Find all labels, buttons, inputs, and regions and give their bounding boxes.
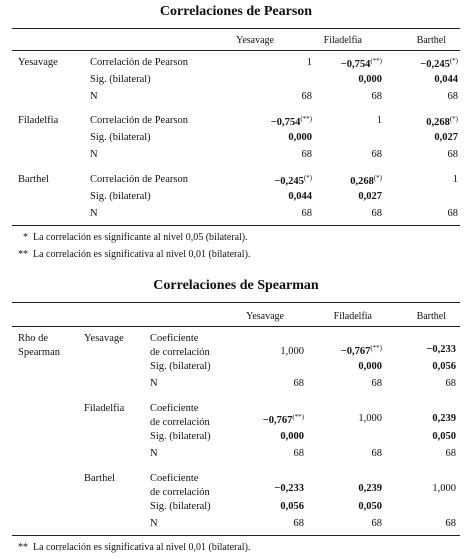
pearson-row-label: Sig. (bilateral) (90, 74, 151, 85)
spearman-cell: 1,000 (432, 483, 456, 494)
spearman-cell: 68 (293, 378, 304, 389)
pearson-row-var-yesavage: Yesavage (18, 57, 58, 68)
pearson-col-header-filadelfia: Filadelfia (323, 35, 362, 46)
pearson-row-label: N (90, 91, 98, 102)
spearman-cell: 68 (293, 448, 304, 459)
spearman-row-var-barthel: Barthel (84, 473, 115, 484)
pearson-row-var-filadelfia: Filadelfia (18, 115, 59, 126)
pearson-cell: 0,027 (434, 132, 458, 143)
spearman-row-label: Coeficiente de correlación (150, 333, 210, 358)
pearson-cell: −0,754(**) (270, 115, 312, 128)
spearman-row-label: N (150, 448, 158, 459)
spearman-cell: 68 (445, 448, 456, 459)
spearman-col-header-barthel: Barthel (416, 311, 446, 322)
pearson-cell: 68 (301, 91, 312, 102)
spearman-title: Correlaciones de Spearman (153, 278, 319, 293)
spearman-cell: 0,056 (280, 501, 304, 512)
spearman-cell: −0,767(**) (340, 344, 382, 357)
spearman-cell: 1,000 (358, 413, 382, 424)
pearson-footnote: * La correlación es significante al nivel 0,05 (bilateral). (23, 232, 248, 243)
pearson-cell: 68 (301, 149, 312, 160)
spearman-cell: −0,767(**) (262, 413, 304, 426)
spearman-cell: 68 (371, 518, 382, 529)
spearman-cell: 0,239 (432, 413, 456, 424)
pearson-cell: 0,268(*) (350, 174, 382, 187)
spearman-footnote: ** La correlación es significativa al nivel 0,01 (bilateral). (18, 542, 251, 553)
spearman-row-label: Sig. (bilateral) (150, 501, 211, 512)
spearman-row-label: Sig. (bilateral) (150, 431, 211, 442)
pearson-cell: 1 (452, 174, 458, 185)
spearman-cell: 68 (445, 378, 456, 389)
spearman-cell: 0,239 (358, 483, 382, 494)
spearman-col-header-yesavage: Yesavage (246, 311, 284, 322)
pearson-cell: 68 (447, 149, 458, 160)
spearman-col-header-filadelfia: Filadelfia (333, 311, 372, 322)
spearman-cell: 68 (371, 448, 382, 459)
pearson-top-rule (12, 28, 460, 29)
spearman-cell: 0,000 (280, 431, 304, 442)
pearson-cell: 0,268(*) (426, 115, 458, 128)
pearson-cell: −0,245(*) (420, 57, 458, 70)
spearman-cell: 68 (445, 518, 456, 529)
pearson-header-rule (12, 50, 460, 51)
spearman-row-var-yesavage: Yesavage (84, 333, 124, 344)
spearman-cell: 1,000 (280, 346, 304, 357)
spearman-cell: 68 (371, 378, 382, 389)
pearson-cell: 0,044 (434, 74, 458, 85)
pearson-cell: −0,245(*) (274, 174, 312, 187)
spearman-cell: −0,233 (426, 344, 456, 355)
spearman-cell: 0,050 (358, 501, 382, 512)
pearson-cell: 0,027 (358, 191, 382, 202)
pearson-row-label: Sig. (bilateral) (90, 191, 151, 202)
spearman-cell: −0,233 (274, 483, 304, 494)
pearson-bottom-rule (12, 225, 460, 226)
pearson-col-header-barthel: Barthel (416, 35, 446, 46)
pearson-cell: −0,754(**) (340, 57, 382, 70)
spearman-row-label: Sig. (bilateral) (150, 361, 211, 372)
spearman-row-label: N (150, 518, 158, 529)
spearman-top-rule (12, 302, 460, 303)
pearson-row-label: N (90, 208, 98, 219)
pearson-footnote: ** La correlación es significativa al nivel 0,01 (bilateral). (18, 249, 251, 260)
pearson-cell: 68 (371, 91, 382, 102)
spearman-row-label: N (150, 378, 158, 389)
pearson-row-label: Sig. (bilateral) (90, 132, 151, 143)
pearson-title: Correlaciones de Pearson (159, 4, 313, 19)
pearson-row-label: Correlación de Pearson (90, 115, 188, 126)
pearson-cell: 68 (371, 149, 382, 160)
pearson-cell: 68 (447, 208, 458, 219)
pearson-col-header-yesavage: Yesavage (236, 35, 274, 46)
spearman-cell: 0,056 (432, 361, 456, 372)
spearman-row-var-filadelfia: Filadelfia (84, 403, 125, 414)
spearman-row-label: Coeficiente de correlación (150, 473, 210, 498)
pearson-cell: 0,000 (288, 132, 312, 143)
spearman-cell: 0,050 (432, 431, 456, 442)
spearman-header-rule (12, 326, 460, 327)
spearman-cell: 68 (293, 518, 304, 529)
pearson-row-var-barthel: Barthel (18, 174, 49, 185)
pearson-cell: 1 (306, 57, 312, 68)
spearman-cell: 0,000 (358, 361, 382, 372)
pearson-cell: 0,000 (358, 74, 382, 85)
pearson-row-label: N (90, 149, 98, 160)
spearman-bottom-rule (12, 535, 460, 536)
pearson-cell: 68 (371, 208, 382, 219)
pearson-row-label: Correlación de Pearson (90, 57, 188, 68)
spearman-row-label: Coeficiente de correlación (150, 403, 210, 428)
pearson-cell: 1 (376, 115, 382, 126)
pearson-row-label: Correlación de Pearson (90, 174, 188, 185)
spearman-group-label: Rho de Spearman (18, 333, 60, 358)
pearson-cell: 68 (301, 208, 312, 219)
pearson-cell: 68 (447, 91, 458, 102)
pearson-cell: 0,044 (288, 191, 312, 202)
